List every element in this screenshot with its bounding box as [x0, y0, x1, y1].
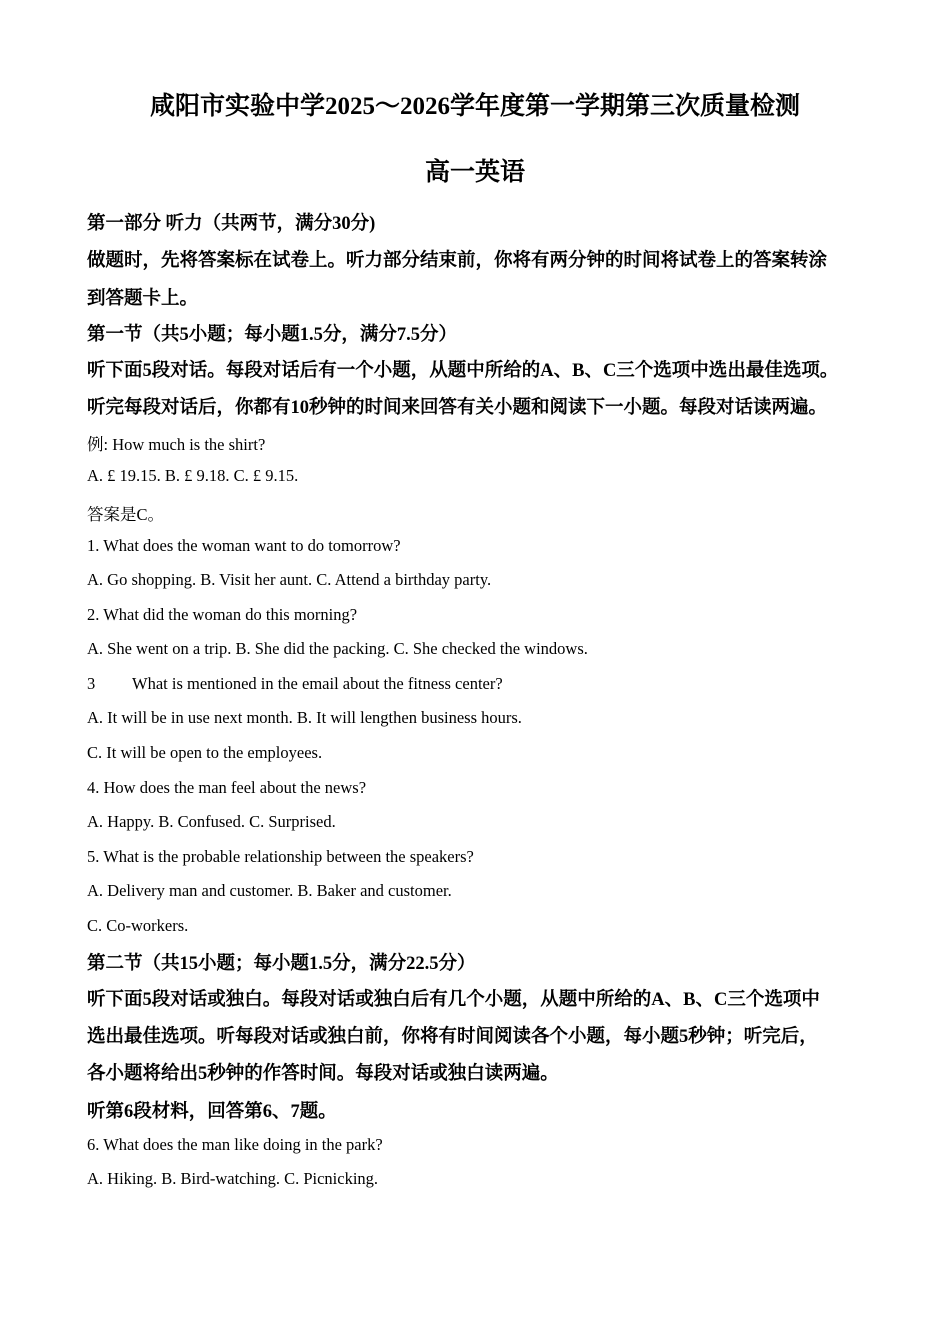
section1-instruction-1: 听下面5段对话。每段对话后有一个小题，从题中所给的A、B、C三个选项中选出最佳选项。: [87, 361, 839, 381]
question-4-stem: 4. How does the man feel about the news?: [87, 778, 367, 797]
example-options: A. £ 19.15. B. £ 9.18. C. £ 9.15.: [87, 466, 299, 485]
question-4-options: A. Happy. B. Confused. C. Surprised.: [87, 812, 336, 831]
part1-heading: 第一部分 听力（共两节，满分30分): [87, 214, 376, 234]
question-3-number: 3: [87, 674, 96, 693]
question-6-stem: 6. What does the man like doing in the park?: [87, 1135, 383, 1154]
question-3-text: What is mentioned in the email about the fitness center?: [132, 674, 503, 693]
material-6-heading: 听第6段材料，回答第6、7题。: [87, 1102, 337, 1122]
exam-subject: 高一英语: [424, 159, 525, 186]
question-2-stem: 2. What did the woman do this morning?: [87, 605, 358, 624]
question-2-options: A. She went on a trip. B. She did the packing. C. She checked the windows.: [87, 639, 588, 658]
question-3-stem: [87, 674, 503, 694]
question-1-options: A. Go shopping. B. Visit her aunt. C. Attend a birthday party.: [87, 570, 492, 589]
section2-instruction-2: 选出最佳选项。听每段对话或独白前，你将有时间阅读各个小题，每小题5秒钟；听完后，: [87, 1027, 818, 1047]
section2-instruction-3: 各小题将给出5秒钟的作答时间。每段对话或独白读两遍。: [87, 1064, 559, 1084]
section1-heading: 第一节（共5小题；每小题1.5分，满分7.5分）: [87, 325, 458, 345]
question-3-options-2: C. It will be open to the employees.: [87, 743, 323, 762]
example-question: 例: How much is the shirt?: [87, 435, 266, 454]
part1-instruction-2: 到答题卡上。: [87, 289, 199, 309]
question-6-options: A. Hiking. B. Bird-watching. C. Picnicking.: [87, 1169, 379, 1188]
section2-instruction-1: 听下面5段对话或独白。每段对话或独白后有几个小题，从题中所给的A、B、C三个选项中: [87, 990, 820, 1010]
question-5-stem: 5. What is the probable relationship between the speakers?: [87, 847, 474, 866]
question-5-options-1: A. Delivery man and customer. B. Baker and customer.: [87, 881, 452, 900]
question-3-options-1: A. It will be in use next month. B. It will lengthen business hours.: [87, 708, 522, 727]
section1-instruction-2: 听完每段对话后，你都有10秒钟的时间来回答有关小题和阅读下一小题。每段对话读两遍。: [87, 398, 828, 418]
question-1-stem: 1. What does the woman want to do tomorrow?: [87, 536, 401, 555]
example-answer: 答案是C。: [87, 505, 165, 524]
section2-heading: 第二节（共15小题；每小题1.5分，满分22.5分）: [87, 954, 476, 974]
exam-title: 咸阳市实验中学2025～2026学年度第一学期第三次质量检测: [149, 93, 800, 120]
question-5-options-2: C. Co-workers.: [87, 916, 189, 935]
part1-instruction-1: 做题时，先将答案标在试卷上。听力部分结束前，你将有两分钟的时间将试卷上的答案转涂: [87, 251, 828, 271]
